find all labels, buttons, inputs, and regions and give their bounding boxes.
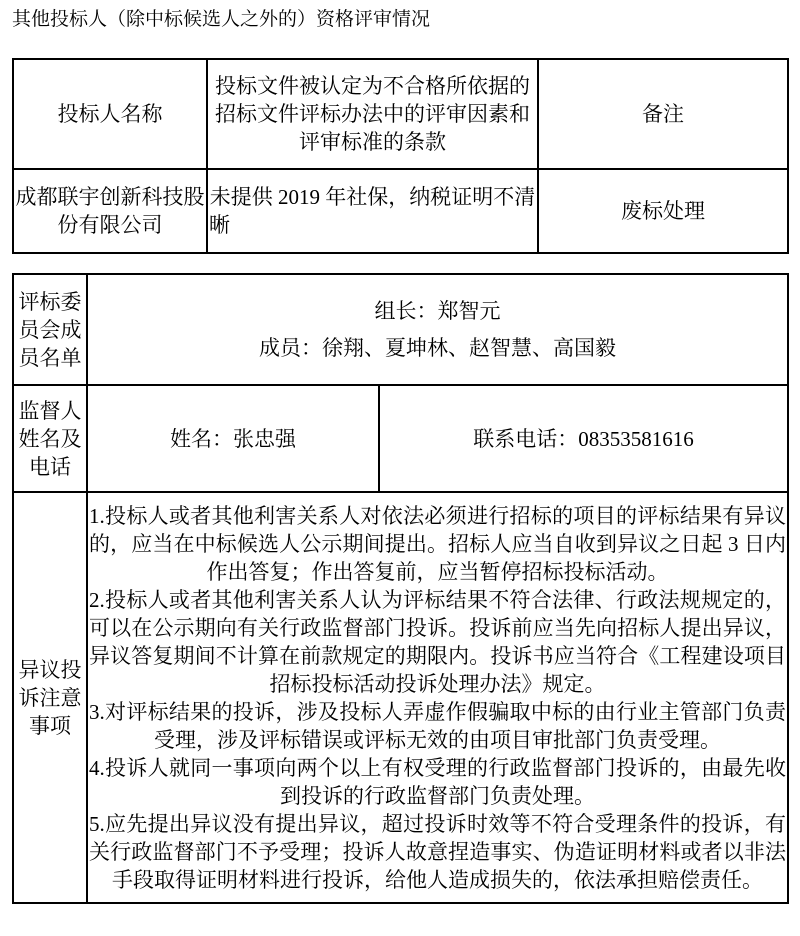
notice-item-4: 4.投诉人就同一事项向两个以上有权受理的行政监督部门投诉的，由最先收到投诉的行政监督部门负责处理。	[89, 755, 786, 808]
committee-leader: 组长：郑智元	[374, 299, 501, 323]
notices-cell	[87, 492, 788, 903]
committee-row	[13, 274, 788, 385]
notice-item-3: 3.对评标结果的投诉，涉及投标人弄虚作假骗取中标的由行业主管部门负责受理，涉及评标错误或评标无效的由项目审批部门负责受理。	[89, 699, 786, 752]
table-row	[13, 169, 788, 253]
notice-item-1: 1.投标人或者其他利害关系人对依法必须进行招标的项目的评标结果有异议的，应当在中标候选人公示期间提出。招标人应当自收到异议之日起 3 日内作出答复；作出答复前，应当暂停招标投标活动。	[89, 503, 786, 584]
page-title: 其他投标人（除中标候选人之外的）资格评审情况	[12, 9, 431, 30]
header-bidder-name: 投标人名称	[13, 59, 207, 169]
notice-item-5: 5.应先提出异议没有提出异议，超过投诉时效等不符合受理条件的投诉，有关行政监督部门不予受理；投诉人故意捏造事实、伪造证明材料或者以非法手段取得证明材料进行投诉，给他人造成损失的，依法承担赔偿责任。	[89, 811, 786, 892]
notice-label: 异议投诉注意事项	[13, 492, 87, 903]
evaluation-info-table	[12, 273, 789, 904]
cell-bidder-name: 成都联宇创新科技股份有限公司	[13, 169, 207, 253]
table-header-row	[13, 59, 788, 169]
supervisor-name: 姓名：张忠强	[87, 385, 379, 492]
committee-members-cell	[87, 274, 788, 385]
supervisor-label: 监督人姓名及电话	[13, 385, 87, 492]
committee-members: 成员：徐翔、夏坤林、赵智慧、高国毅	[259, 336, 616, 360]
notice-row	[13, 492, 788, 903]
header-rejection-basis: 投标文件被认定为不合格所依据的招标文件评标办法中的评审因素和评审标准的条款	[207, 59, 538, 169]
cell-rejection-basis: 未提供 2019 年社保，纳税证明不清晰	[207, 169, 538, 253]
notice-item-2: 2.投标人或者其他利害关系人认为评标结果不符合法律、行政法规规定的，可以在公示期向有关行政监督部门投诉。投诉前应当先向招标人提出异议，异议答复期间不计算在前款规定的期限内。投诉书应当符合《工程建设项目招标投标活动投诉处理办法》规定。	[89, 587, 786, 696]
supervisor-phone: 联系电话：08353581616	[379, 385, 788, 492]
committee-label: 评标委员会成员名单	[13, 274, 87, 385]
cell-remark: 废标处理	[538, 169, 788, 253]
bidder-qualification-table	[12, 58, 789, 254]
supervisor-row	[13, 385, 788, 492]
header-remark: 备注	[538, 59, 788, 169]
